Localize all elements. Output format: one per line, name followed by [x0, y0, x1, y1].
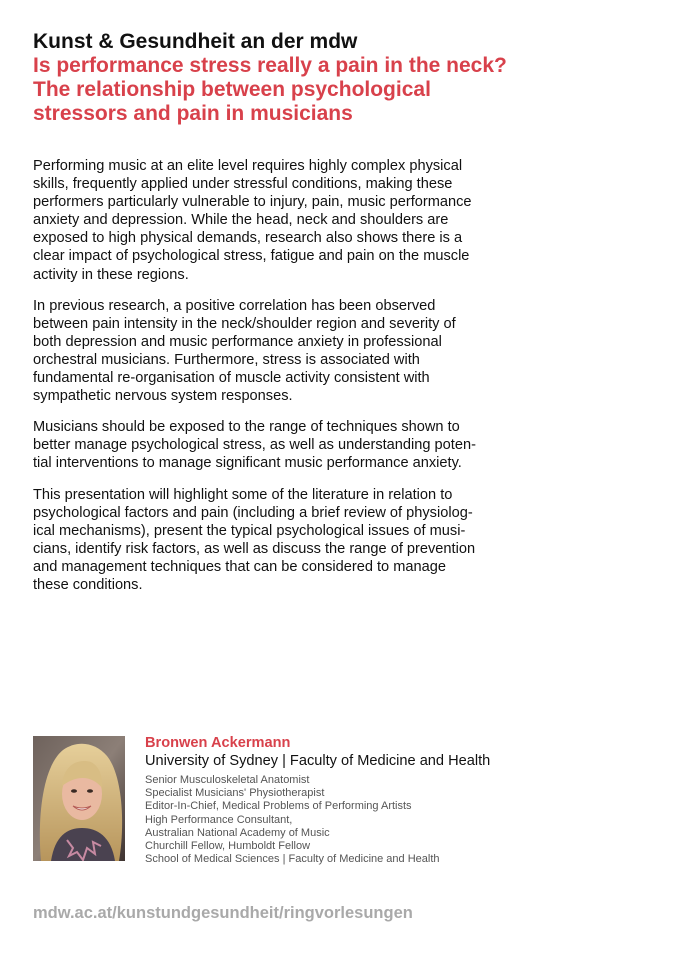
text-line: Musicians should be exposed to the range of techniques shown to	[33, 419, 460, 436]
text-line: clear impact of psychological stress, fatigue and pain on the muscle	[33, 248, 470, 265]
text-line: anxiety and depression. While the head, neck and shoulders are	[33, 212, 449, 229]
speaker-photo	[33, 736, 125, 861]
talk-title-line: Is performance stress really a pain in the neck?	[33, 54, 507, 77]
speaker-role: Specialist Musicians' Physiotherapist	[145, 787, 325, 800]
text-line: ical mechanisms), present the typical psychological issues of musi-	[33, 522, 466, 539]
text-line: This presentation will highlight some of the literature in relation to	[33, 486, 453, 503]
text-line: and management techniques that can be considered to manage	[33, 558, 446, 575]
text-line: tial interventions to manage significant music performance anxiety.	[33, 455, 462, 472]
speaker-role: Australian National Academy of Music	[145, 826, 330, 839]
abstract-paragraph	[33, 157, 523, 284]
header	[33, 30, 593, 126]
text-line: performers particularly vulnerable to injury, pain, music performance	[33, 194, 472, 211]
abstract-paragraph	[33, 486, 523, 595]
text-line: cians, identify risk factors, as well as discuss the range of prevention	[33, 540, 476, 557]
org-title: Kunst & Gesundheit an der mdw	[33, 30, 358, 53]
text-line: sympathetic nervous system responses.	[33, 388, 293, 405]
talk-title	[33, 54, 593, 126]
text-line: exposed to high physical demands, research also shows there is a	[33, 230, 463, 247]
speaker-section	[33, 735, 653, 866]
speaker-role: Churchill Fellow, Humboldt Fellow	[145, 840, 311, 853]
text-line: better manage psychological stress, as well as understanding poten-	[33, 437, 476, 454]
speaker-name: Bronwen Ackermann	[145, 735, 291, 751]
speaker-affiliation: University of Sydney | Faculty of Medicine and Health	[145, 753, 491, 769]
text-line: In previous research, a positive correlation has been observed	[33, 297, 436, 314]
speaker-role: Senior Musculoskeletal Anatomist	[145, 774, 310, 786]
text-line: activity in these regions.	[33, 266, 189, 283]
text-line: both depression and music performance anxiety in professional	[33, 333, 442, 350]
abstract-paragraph	[33, 297, 523, 406]
text-line: orchestral musicians. Furthermore, stress is associated with	[33, 351, 420, 368]
speaker-info	[145, 735, 645, 866]
abstract-body	[33, 157, 523, 607]
abstract-paragraph	[33, 418, 523, 472]
text-line: skills, frequently applied under stressful conditions, making these	[33, 176, 453, 193]
speaker-role: Editor-In-Chief, Medical Problems of Performing Artists	[145, 800, 412, 813]
text-line: between pain intensity in the neck/shoulder region and severity of	[33, 315, 456, 332]
talk-title-line: stressors and pain in musicians	[33, 102, 353, 125]
text-line: Performing music at an elite level requires highly complex physical	[33, 158, 463, 174]
speaker-role: High Performance Consultant,	[145, 813, 293, 826]
text-line: fundamental re-organisation of muscle activity consistent with	[33, 370, 430, 387]
footer-url: mdw.ac.at/kunstundgesundheit/ringvorlesungen	[33, 904, 413, 922]
text-line: these conditions.	[33, 576, 143, 593]
talk-title-line: The relationship between psychological	[33, 78, 431, 101]
speaker-role: School of Medical Sciences | Faculty of Medicine and Health	[145, 853, 440, 866]
speaker-roles	[145, 774, 645, 866]
text-line: psychological factors and pain (including a brief review of physiolog-	[33, 504, 473, 521]
